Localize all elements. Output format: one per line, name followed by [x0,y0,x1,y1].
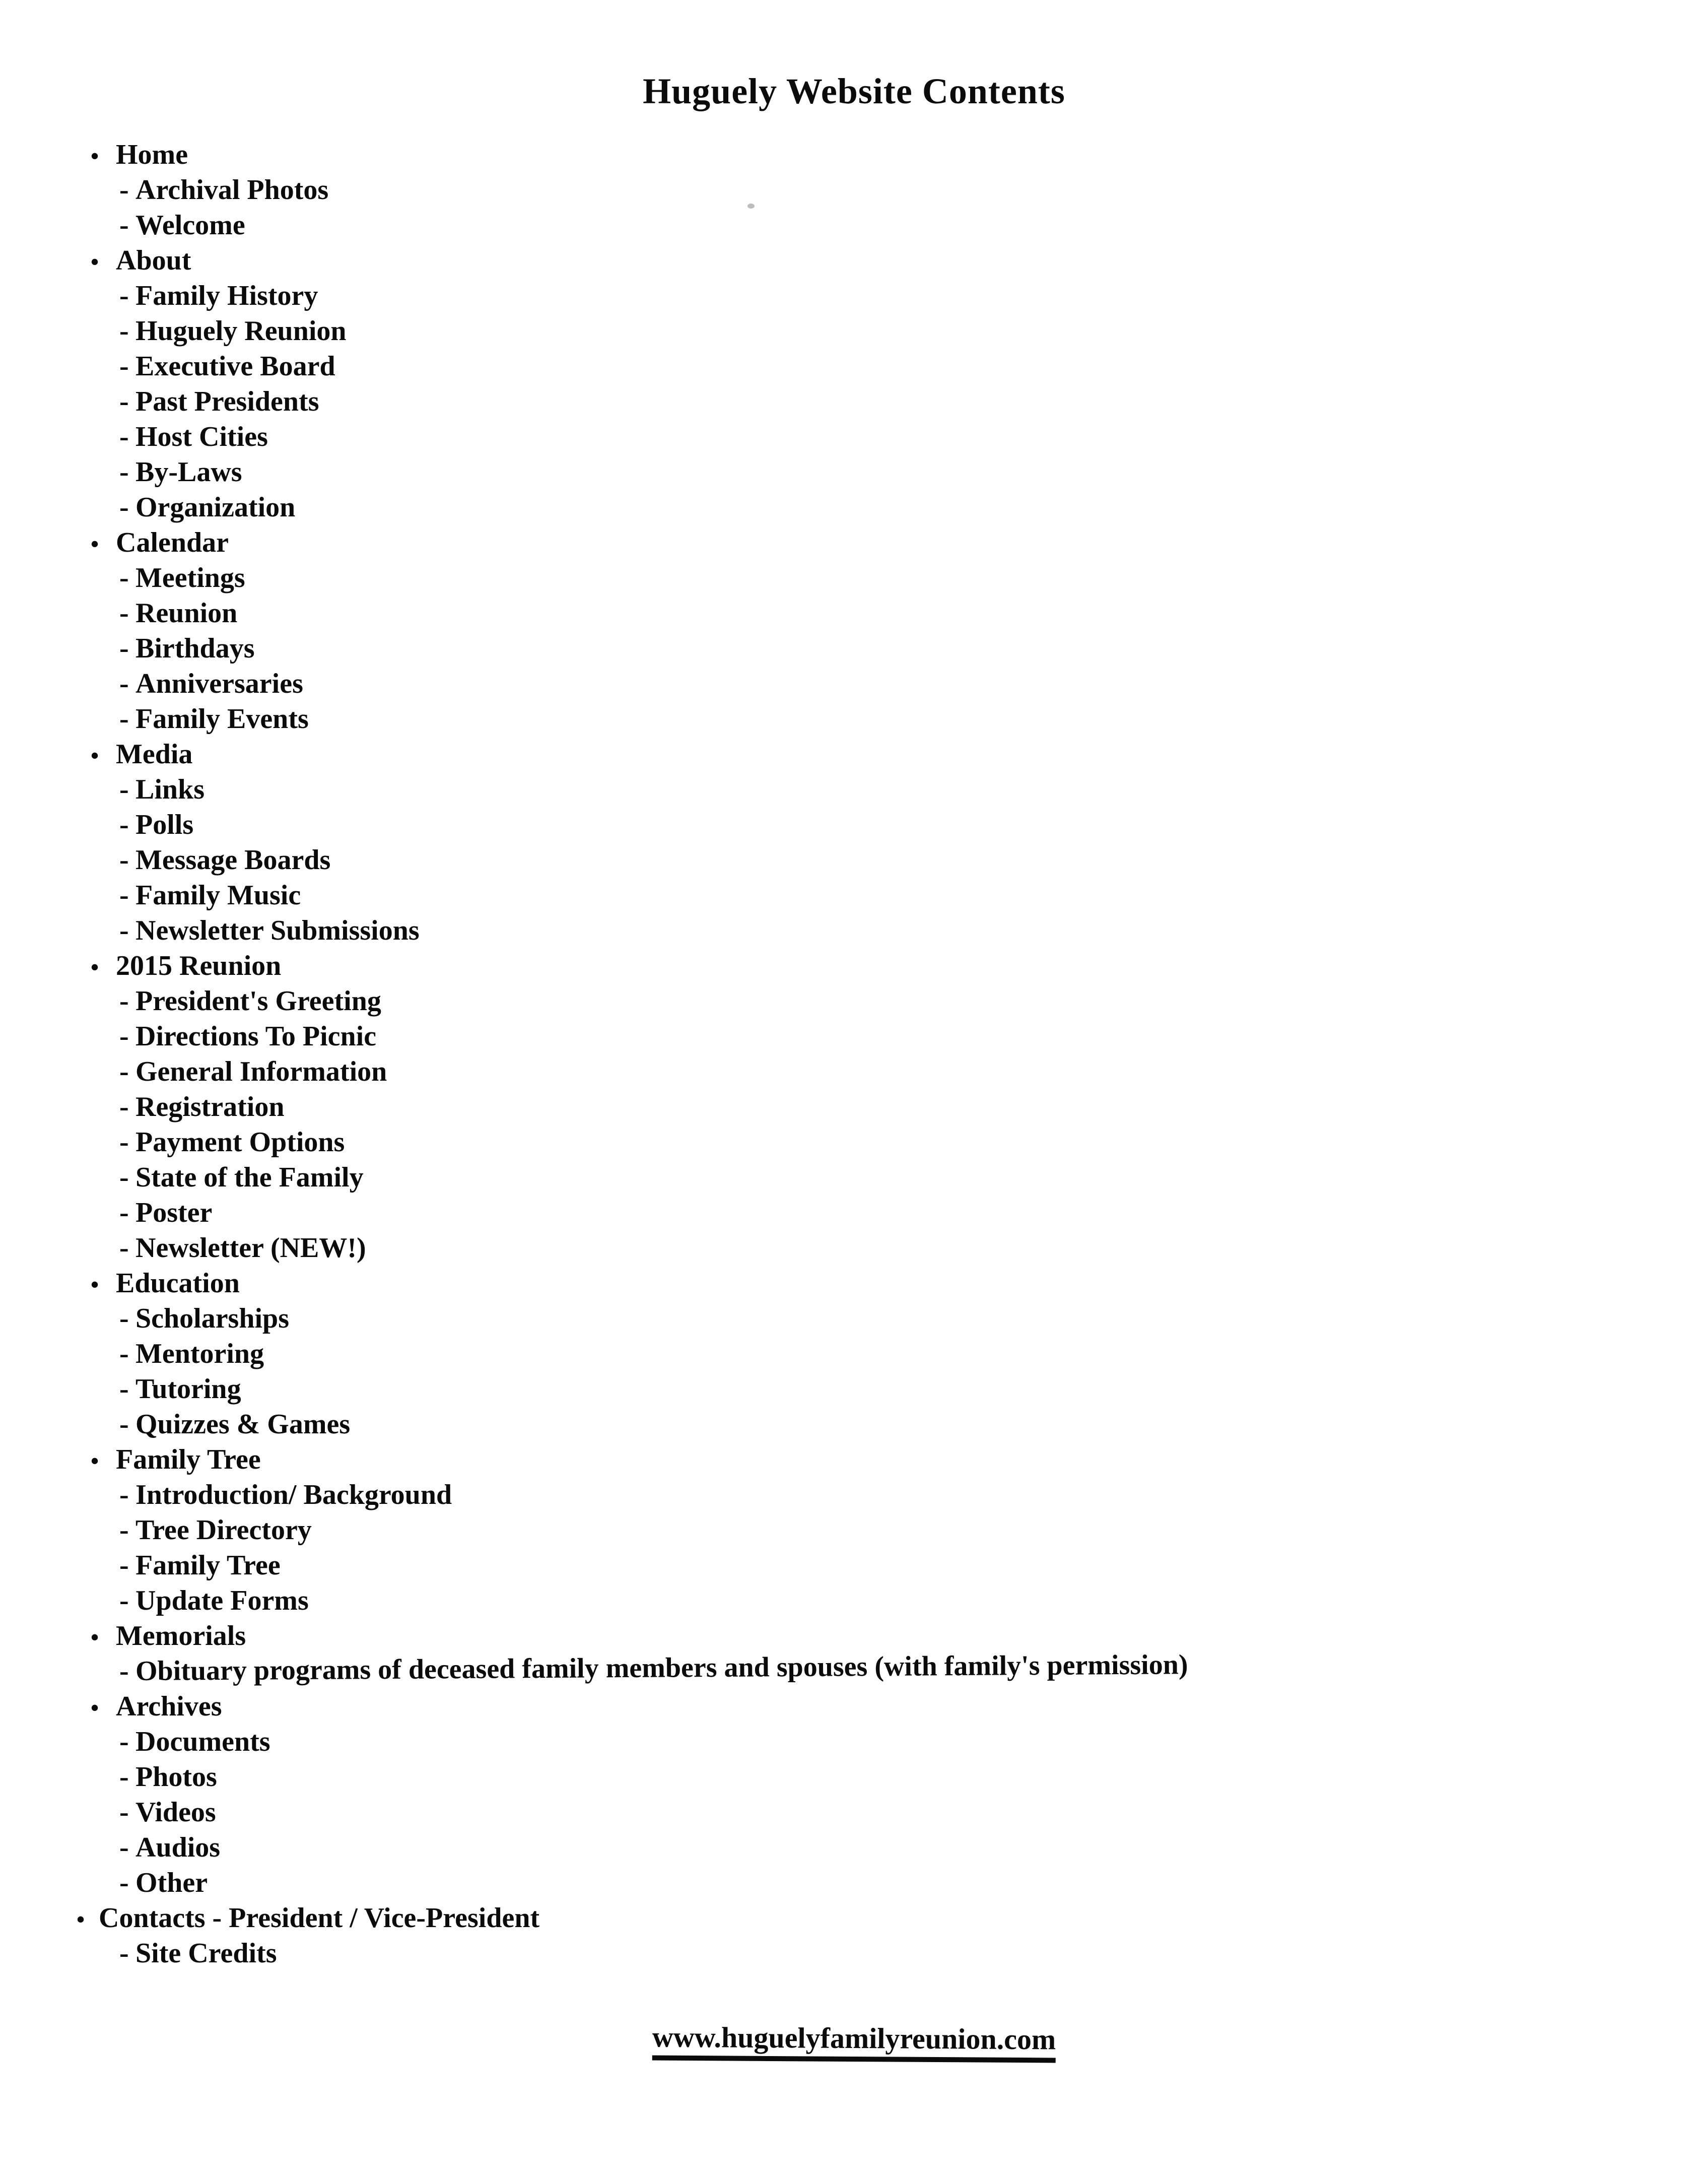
dash-icon: - [119,1656,129,1687]
toc-section-archives [0,1689,1708,1724]
toc-item-label-payment-options: Payment Options [135,1127,345,1158]
toc-item-label-reunion: Reunion [135,598,238,629]
toc-item-photos [0,1759,1708,1795]
toc-section-calendar [0,525,1708,560]
toc-section-about [0,243,1708,278]
toc-item-label-huguely-reunion: Huguely Reunion [135,315,347,347]
toc-item-directions-to-picnic [0,1019,1708,1054]
footer-url: www.huguelyfamilyreunion.com [652,2020,1056,2063]
dash-icon: - [119,210,129,241]
toc-section-home [0,137,1708,172]
toc-item-label-scholarships: Scholarships [135,1303,289,1334]
dash-icon: - [119,774,129,805]
toc-item-label-host-cities: Host Cities [135,421,268,452]
dash-icon: - [119,492,129,523]
toc-item-label-family-events: Family Events [135,703,309,735]
dash-icon: - [119,985,129,1017]
toc-item-anniversaries [0,666,1708,701]
bullet-icon: • [91,143,99,169]
toc-section-label-home: Home [116,139,188,170]
dash-icon: - [119,598,129,629]
toc-item-reunion [0,596,1708,631]
toc-item-label-family-music: Family Music [135,880,301,911]
toc-item-label-mentoring: Mentoring [135,1338,264,1369]
toc-item-birthdays [0,631,1708,666]
dash-icon: - [119,456,129,488]
toc-item-family-tree [0,1548,1708,1583]
dash-icon: - [119,1162,129,1193]
toc-item-meetings [0,560,1708,596]
toc-item-label-directions-to-picnic: Directions To Picnic [135,1021,377,1052]
dash-icon: - [119,1479,129,1510]
dash-icon: - [119,844,129,876]
toc-section-label-2015-reunion: 2015 Reunion [116,950,282,981]
dash-icon: - [119,562,129,593]
toc-item-by-laws [0,454,1708,490]
toc-item-label-archival-photos: Archival Photos [135,174,329,206]
toc-section-label-memorials: Memorials [116,1620,246,1652]
toc-item-label-president-s-greeting: President's Greeting [135,985,381,1017]
toc-item-host-cities [0,419,1708,454]
toc-item-label-update-forms: Update Forms [135,1585,309,1616]
dash-icon: - [119,1867,129,1898]
toc-item-label-tutoring: Tutoring [135,1373,241,1405]
bullet-icon: • [91,954,99,980]
toc-section-label-education: Education [116,1268,240,1299]
toc-item-update-forms [0,1583,1708,1618]
toc-item-welcome [0,208,1708,243]
toc-item-links [0,772,1708,807]
toc-list [0,137,1708,1971]
toc-item-organization [0,490,1708,525]
dash-icon: - [119,315,129,347]
dash-icon: - [119,880,129,911]
toc-item-label-polls: Polls [135,809,194,840]
toc-item-message-boards [0,842,1708,878]
toc-item-quizzes-games [0,1407,1708,1442]
toc-item-label-site-credits: Site Credits [135,1938,277,1969]
toc-item-label-other: Other [135,1867,208,1898]
toc-section-2015-reunion [0,948,1708,983]
toc-item-label-birthdays: Birthdays [135,633,255,664]
toc-item-archival-photos [0,172,1708,208]
toc-item-executive-board [0,349,1708,384]
toc-item-label-executive-board: Executive Board [135,351,335,382]
toc-item-label-photos: Photos [135,1761,217,1793]
dash-icon: - [119,280,129,311]
dash-icon: - [119,1938,129,1969]
toc-item-label-tree-directory: Tree Directory [135,1514,312,1546]
dash-icon: - [119,1091,129,1122]
dash-icon: - [119,1056,129,1087]
dash-icon: - [119,351,129,382]
dash-icon: - [119,1373,129,1405]
toc-item-label-general-information: General Information [135,1056,387,1087]
toc-section-label-archives: Archives [116,1691,222,1722]
dash-icon: - [119,633,129,664]
dash-icon: - [119,1127,129,1158]
bullet-icon: • [91,531,99,557]
toc-item-label-newsletter-submissions: Newsletter Submissions [135,915,420,946]
toc-section-contacts-president-vice-president [0,1900,1708,1936]
toc-item-state-of-the-family [0,1160,1708,1195]
bullet-icon: • [91,743,99,768]
toc-item-label-links: Links [135,774,204,805]
toc-item-scholarships [0,1301,1708,1336]
dash-icon: - [119,1832,129,1863]
toc-item-newsletter-submissions [0,913,1708,948]
toc-item-label-family-history: Family History [135,280,318,311]
toc-item-label-poster: Poster [135,1197,213,1228]
toc-item-payment-options [0,1125,1708,1160]
bullet-icon: • [91,1695,99,1721]
toc-item-label-past-presidents: Past Presidents [135,386,319,417]
toc-section-media [0,737,1708,772]
toc-section-label-calendar: Calendar [116,527,229,558]
toc-item-label-obituary-programs-of-deceased-family-members-and-spouses-with-family-s-permission: Obituary programs of deceased family members and spouses (with family's permission) [135,1649,1188,1687]
dash-icon: - [119,1197,129,1228]
page-title: Huguely Website Contents [643,71,1065,111]
dash-icon: - [119,1585,129,1616]
toc-item-label-welcome: Welcome [135,210,245,241]
toc-item-label-registration: Registration [135,1091,285,1122]
toc-item-label-anniversaries: Anniversaries [135,668,303,699]
toc-item-other [0,1865,1708,1900]
dash-icon: - [119,915,129,946]
dash-icon: - [119,386,129,417]
toc-item-registration [0,1089,1708,1125]
toc-item-mentoring [0,1336,1708,1371]
dash-icon: - [119,1232,129,1264]
bullet-icon: • [91,1448,99,1474]
toc-section-label-media: Media [116,739,193,770]
toc-item-family-history [0,278,1708,313]
toc-item-tree-directory [0,1512,1708,1548]
toc-item-label-family-tree: Family Tree [135,1550,281,1581]
toc-item-label-message-boards: Message Boards [135,844,331,876]
toc-item-label-state-of-the-family: State of the Family [135,1162,364,1193]
dash-icon: - [119,1021,129,1052]
bullet-icon: • [91,1624,99,1650]
toc-item-site-credits [0,1936,1708,1971]
toc-section-label-family-tree: Family Tree [116,1444,261,1475]
toc-item-label-introduction-background: Introduction/ Background [135,1479,452,1510]
toc-section-education [0,1266,1708,1301]
dash-icon: - [119,174,129,206]
dash-icon: - [119,421,129,452]
toc-item-label-meetings: Meetings [135,562,245,593]
toc-item-label-quizzes-games: Quizzes & Games [135,1409,351,1440]
toc-item-label-audios: Audios [135,1832,221,1863]
toc-item-obituary-programs-of-deceased-family-members-and-spouses-with-family-s-permission [0,1649,1708,1689]
toc-item-polls [0,807,1708,842]
toc-item-president-s-greeting [0,983,1708,1019]
dash-icon: - [119,1514,129,1546]
dash-icon: - [119,809,129,840]
toc-item-huguely-reunion [0,313,1708,349]
dash-icon: - [119,1409,129,1440]
footer [0,2021,1708,2062]
bullet-icon: • [77,1906,85,1932]
toc-section-label-contacts-president-vice-president: Contacts - President / Vice-President [99,1902,540,1934]
dash-icon: - [119,1726,129,1757]
toc-section-family-tree [0,1442,1708,1477]
toc-item-tutoring [0,1371,1708,1407]
dash-icon: - [119,703,129,735]
toc-item-introduction-background [0,1477,1708,1512]
toc-section-memorials [0,1618,1708,1654]
toc-item-general-information [0,1054,1708,1089]
toc-section-label-about: About [116,245,191,276]
dash-icon: - [119,1797,129,1828]
toc-item-label-by-laws: By-Laws [135,456,242,488]
dash-icon: - [119,1338,129,1369]
bullet-icon: • [91,249,99,275]
toc-item-label-organization: Organization [135,492,296,523]
dash-icon: - [119,1761,129,1793]
toc-item-videos [0,1795,1708,1830]
toc-item-documents [0,1724,1708,1759]
toc-item-family-music [0,878,1708,913]
dash-icon: - [119,668,129,699]
dash-icon: - [119,1303,129,1334]
bullet-icon: • [91,1272,99,1297]
toc-item-poster [0,1195,1708,1230]
toc-item-past-presidents [0,384,1708,419]
toc-item-label-documents: Documents [135,1726,270,1757]
dash-icon: - [119,1550,129,1581]
toc-item-audios [0,1830,1708,1865]
toc-item-newsletter-new [0,1230,1708,1266]
toc-item-family-events [0,701,1708,737]
toc-item-label-newsletter-new: Newsletter (NEW!) [135,1232,366,1264]
toc-item-label-videos: Videos [135,1797,216,1828]
